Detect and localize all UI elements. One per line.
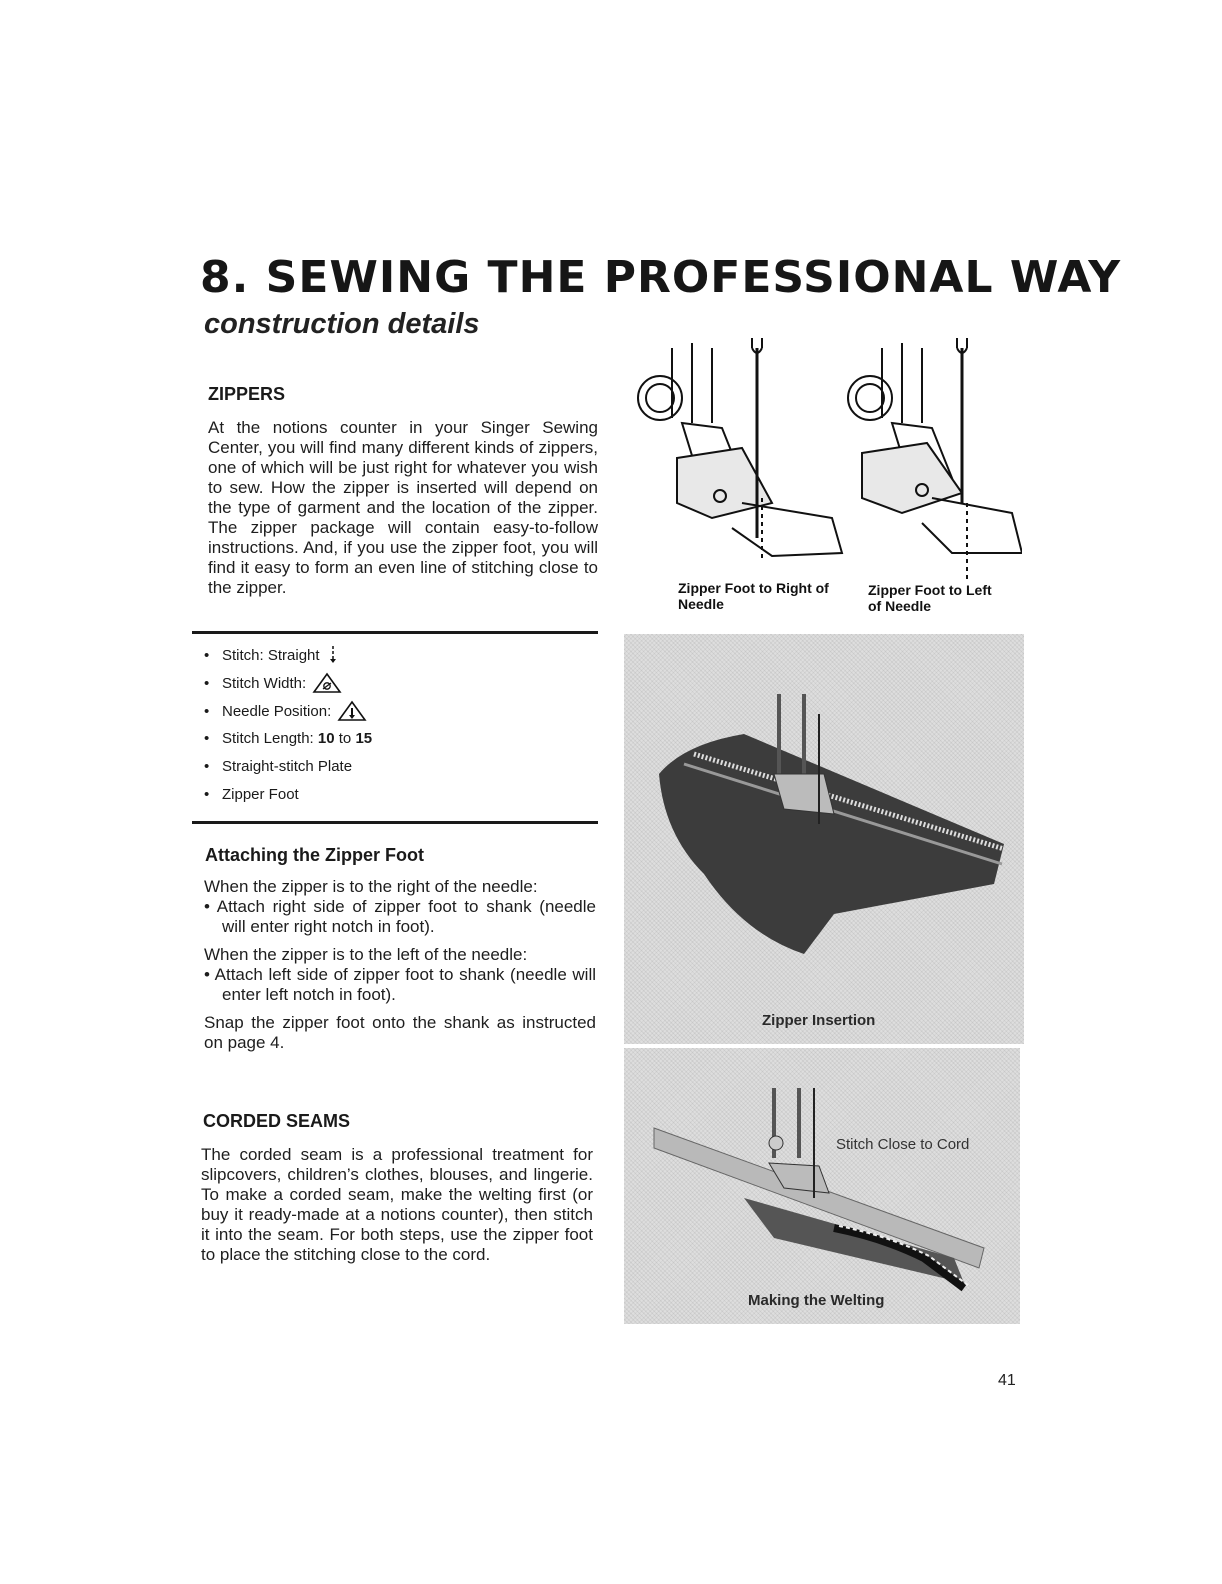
zippers-heading: ZIPPERS — [208, 384, 286, 404]
zipper-insertion-photo — [624, 634, 1024, 1044]
zipper-foot-right-illustration — [638, 338, 842, 558]
zipper-foot-illustrations — [622, 328, 1022, 580]
making-welting-photo — [624, 1048, 1020, 1324]
page-subtitle: construction details — [204, 308, 480, 340]
setting-needle: • Needle Position: — [204, 700, 594, 728]
page-title: 8. SEWING THE PROFESSIONAL WAY — [200, 252, 1122, 303]
attaching-heading: Attaching the Zipper Foot — [205, 845, 424, 865]
corded-body: The corded seam is a professional treatment for slipcovers, children’s clothes, blouses, and lingerie. To make a corded seam, make the welting first (or buy it ready-made at a notions counter), then stitch it into the seam. For both steps, use the zipper foot to place the stitching close to the cord. — [201, 1145, 593, 1264]
zippers-body: At the notions counter in your Singer Sewing Center, you will find many different kinds of zippers, one of which will be just right for whatever you wish to sew. How the zipper is inserted will depend on the type of garment and the location of the zipper. The zipper package will contain easy-to-follow instructions. And, if you use the zipper foot, you will find it easy to form an even line of stitching close to the zipper. — [208, 418, 598, 597]
attaching-para-left: When the zipper is to the left of the needle: — [204, 945, 528, 964]
making-welting-illustration — [624, 1048, 1020, 1324]
label-stitch-close-to-cord: Stitch Close to Cord — [836, 1136, 970, 1153]
settings-list — [204, 644, 594, 812]
zipper-foot-left-illustration — [848, 338, 1022, 580]
caption-zipper-foot-right: Zipper Foot to Right of Needle — [678, 580, 829, 612]
label-zipper-insertion: Zipper Insertion — [762, 1012, 876, 1029]
zipper-insertion-illustration — [624, 634, 1024, 1044]
page-number: 41 — [998, 1372, 1016, 1389]
attaching-bullet-right: • Attach right side of zipper foot to shank (needle will enter right notch in foot). — [204, 897, 596, 936]
attaching-para-right: When the zipper is to the right of the needle: — [204, 877, 538, 896]
corded-heading: CORDED SEAMS — [203, 1111, 351, 1131]
straight-stitch-icon — [328, 644, 338, 664]
attaching-body — [204, 877, 596, 1061]
setting-length: • Stitch Length: 10 to 15 — [204, 730, 373, 747]
label-making-the-welting: Making the Welting — [748, 1292, 885, 1309]
caption-zipper-foot-left: Zipper Foot to Left of Needle — [868, 582, 992, 614]
setting-foot: • Zipper Foot — [204, 786, 299, 803]
attaching-bullet-left: • Attach left side of zipper foot to shank (needle will enter left notch in foot). — [204, 965, 596, 1004]
divider-top — [192, 631, 598, 634]
divider-bottom — [192, 821, 598, 824]
needle-position-icon — [337, 700, 367, 722]
attaching-snap-note: Snap the zipper foot onto the shank as instructed on page 4. — [204, 1013, 596, 1052]
setting-stitch: • Stitch: Straight — [204, 644, 594, 672]
setting-width: • Stitch Width: — [204, 672, 594, 700]
setting-plate: • Straight-stitch Plate — [204, 758, 353, 775]
width-triangle-icon — [312, 672, 342, 694]
